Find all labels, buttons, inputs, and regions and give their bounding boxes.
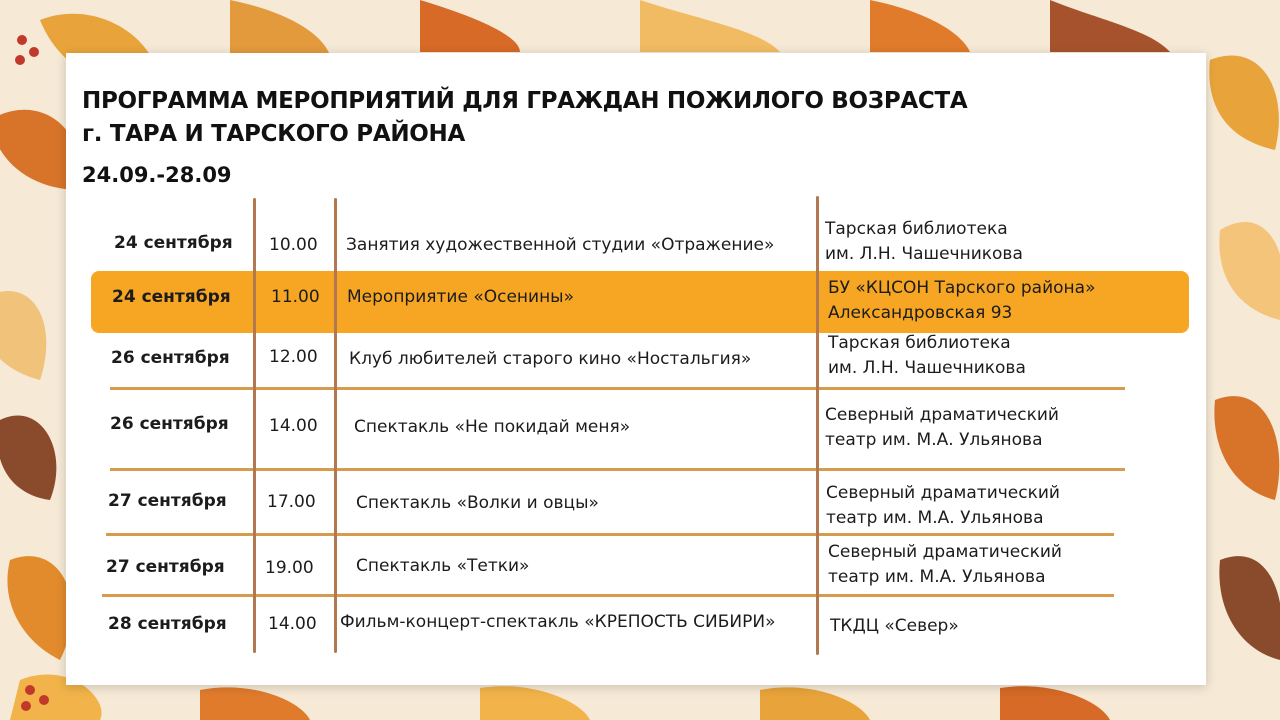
venue-line-1: Тарская библиотека <box>828 333 1011 353</box>
schedule-card <box>66 53 1206 685</box>
event-venue <box>830 614 959 639</box>
event-venue <box>826 481 1060 531</box>
row-divider <box>110 387 1125 390</box>
title-line-2: г. ТАРА И ТАРСКОГО РАЙОНА <box>82 121 465 147</box>
venue-line-2: им. Л.Н. Чашечникова <box>828 358 1026 378</box>
event-title: Спектакль «Не покидай меня» <box>354 417 631 437</box>
event-title: Занятия художественной студии «Отражение» <box>346 235 775 255</box>
venue-line-2: театр им. М.А. Ульянова <box>828 567 1046 587</box>
event-date: 24 сентября <box>112 287 231 307</box>
column-divider <box>816 196 819 655</box>
venue-line-1: Северный драматический <box>825 405 1059 425</box>
event-time: 12.00 <box>269 347 318 367</box>
event-date: 27 сентября <box>106 557 225 577</box>
venue-line-1: Северный драматический <box>826 483 1060 503</box>
event-title: Мероприятие «Осенины» <box>347 287 575 307</box>
venue-line-1: Тарская библиотека <box>825 219 1008 239</box>
column-divider <box>334 198 337 653</box>
event-venue <box>828 331 1026 381</box>
event-venue <box>825 403 1059 453</box>
column-divider <box>253 198 256 653</box>
event-venue <box>828 276 1095 326</box>
event-time: 17.00 <box>267 492 316 512</box>
event-date: 28 сентября <box>108 614 227 634</box>
venue-line-1: БУ «КЦСОН Тарского района» <box>828 278 1096 298</box>
venue-line-2: театр им. М.А. Ульянова <box>826 508 1044 528</box>
row-divider <box>110 468 1125 471</box>
row-divider <box>106 533 1114 536</box>
venue-line-1: Северный драматический <box>828 542 1062 562</box>
leaf-icon <box>200 686 1110 720</box>
event-title: Спектакль «Тетки» <box>356 556 530 576</box>
event-time: 14.00 <box>269 416 318 436</box>
event-date: 24 сентября <box>114 233 233 253</box>
event-title: Клуб любителей старого кино «Ностальгия» <box>349 349 752 369</box>
event-time: 11.00 <box>271 287 320 307</box>
date-range: 24.09.-28.09 <box>82 163 232 187</box>
event-title: Спектакль «Волки и овцы» <box>356 493 599 513</box>
event-date: 26 сентября <box>110 414 229 434</box>
venue-line-2: Александровская 93 <box>828 303 1013 323</box>
event-venue <box>828 540 1062 590</box>
event-date: 27 сентября <box>108 491 227 511</box>
event-time: 14.00 <box>268 614 317 634</box>
event-time: 10.00 <box>269 235 318 255</box>
page-title <box>82 85 967 151</box>
leaf-icon <box>230 0 1170 55</box>
event-title: Фильм-концерт-спектакль «КРЕПОСТЬ СИБИРИ» <box>340 612 776 632</box>
event-date: 26 сентября <box>111 348 230 368</box>
leaf-icon <box>1209 56 1280 660</box>
venue-line-2: им. Л.Н. Чашечникова <box>825 244 1023 264</box>
event-venue <box>825 217 1023 267</box>
event-time: 19.00 <box>265 558 314 578</box>
venue-line-1: ТКДЦ «Север» <box>830 616 959 636</box>
venue-line-2: театр им. М.А. Ульянова <box>825 430 1043 450</box>
title-line-1: ПРОГРАММА МЕРОПРИЯТИЙ ДЛЯ ГРАЖДАН ПОЖИЛОГО ВОЗРАСТА <box>82 88 968 114</box>
